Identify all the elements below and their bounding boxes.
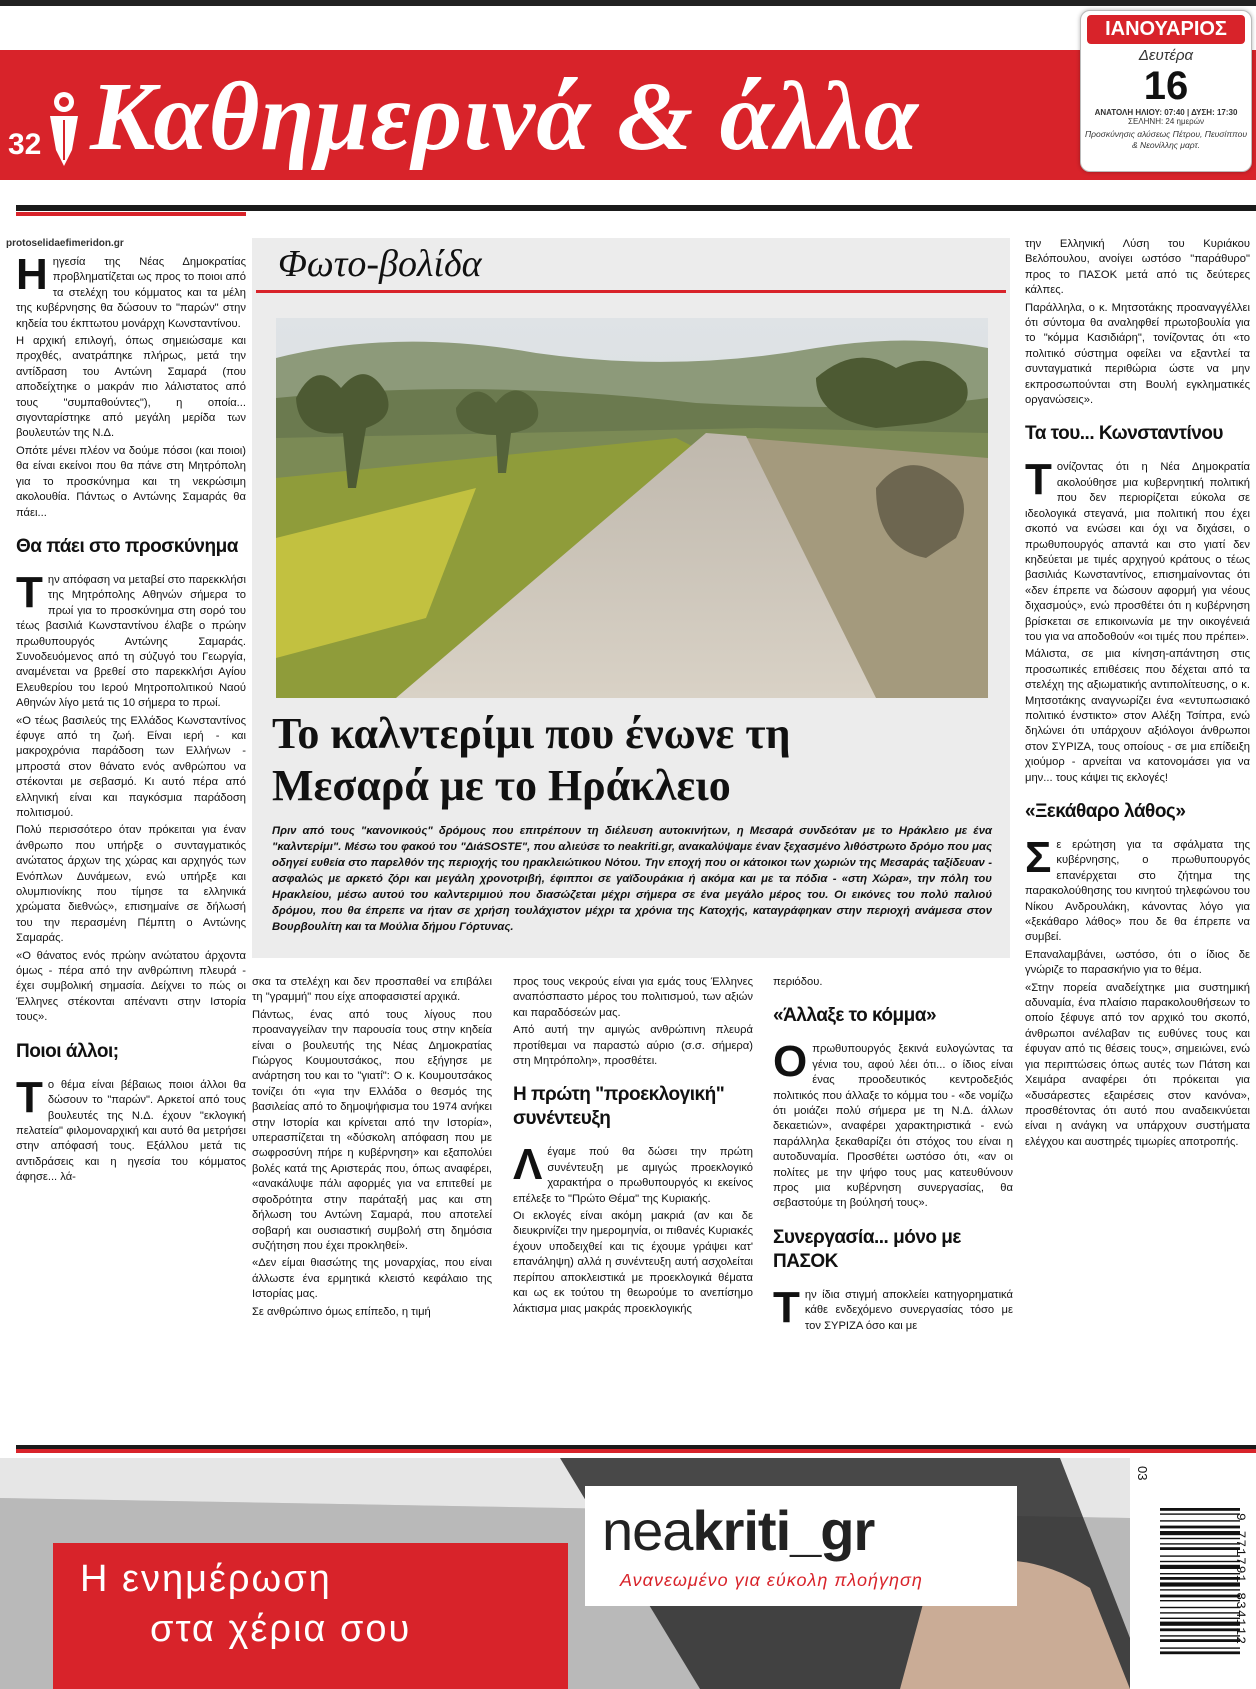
- feature-headline: [272, 708, 992, 812]
- barcode-bar: [1160, 1526, 1240, 1529]
- column-5: [1025, 237, 1250, 1152]
- subheading: Ποιοι άλλοι;: [16, 1040, 119, 1062]
- column-4: [773, 975, 1013, 1336]
- barcode-bar: [1160, 1589, 1240, 1590]
- paragraph: [1025, 455, 1250, 645]
- logo-part-gr: _gr: [790, 1499, 875, 1562]
- paragraph-text: ε ερώτηση για τα σφάλματα της κυβέρνησης, ο πρωθυπουργός επανέρχεται στο ζήτημα της παρακολούθησης του κινητού τηλεφώνου του Νίκου Ανδρουλάκη, κάνοντας λόγο για «ξεκάθαρο λάθος» που δε θα έπρεπε να συμβεί.: [1025, 839, 1250, 944]
- paragraph: Οπότε μένει πλέον να δούμε πόσοι (και ποιοι) θα είναι εκείνοι που θα πάνε στη Μητρόπολη για το προσκύνημα και τη νεκρώσιμη ακολουθία. Πάντως ο Αντώνης Σαμαράς θα πάει...: [16, 444, 246, 519]
- paragraph: Μάλιστα, σε μια κίνηση-απάντηση στις προσωπικές επιθέσεις που δέχεται από τα στελέχη της αξιωματικής αντιπολίτευσης, ο κ. Μητσοτάκης αναγνωρίζει ένα «εντυπωσιακό πολιτικό ένστικτο» στον Αλέξη Τσίπρα, ενώ δηλώνει ότι υπάρχουν αξιόλογοι άνθρωποι στον ΣΥΡΙΖΑ, τους οποίους - σε μια επίδειξη χιούμορ - αρνείται να κατονομάσει για να μην... τους κάψει τις εκλογές!: [1025, 648, 1250, 784]
- drop-cap: Λ: [513, 1140, 543, 1190]
- barcode-bar: [1160, 1600, 1240, 1601]
- barcode-bar: [1160, 1647, 1240, 1648]
- logo-part-kriti: kriti: [692, 1499, 791, 1562]
- paragraph: την Ελληνική Λύση του Κυριάκου Βελόπουλου, ανοίγει ωστόσο "παράθυρο" προς το ΠΑΣΟΚ μετά από τις δεύτερες κάλπες.: [1025, 238, 1250, 297]
- photo-feature-box: [252, 238, 1010, 958]
- paragraph-text: ηγεσία της Νέας Δημοκρατίας προβληματίζεται ως προς το ποιοι από τα στελέχη του κόμματος και τα μέλη της κυβέρνησης θα δώσουν το "παρών" στην κηδεία του έκπτωτου μονάρχη Κωνσταντίνου.: [16, 256, 246, 330]
- barcode-bar: [1160, 1538, 1240, 1539]
- subheading: «Ξεκάθαρο λάθος»: [1025, 801, 1186, 822]
- subheading: «Άλλαξε το κόμμα»: [773, 1005, 937, 1027]
- column-1: [16, 250, 246, 1188]
- paragraph: [16, 250, 246, 332]
- watermark: protoselidaefimeridon.gr: [6, 238, 124, 249]
- date-weekday: Δευτέρα: [1138, 47, 1194, 64]
- page-number: 32: [8, 128, 42, 161]
- barcode-bar: [1160, 1543, 1240, 1544]
- subheading: Θα πάει στο προσκύνημα: [16, 535, 238, 557]
- paragraph: σκα τα στελέχη και δεν προσπαθεί να επιβάλει τη "γραμμή" που είχε αποφασιστεί αρχικά.: [252, 976, 492, 1004]
- barcode-bar: [1160, 1561, 1240, 1562]
- saints-of-day: Προσκύνησις αλύσεως Πέτρου, Πευσίππου & Νεονίλλης μαρτ.: [1084, 129, 1247, 151]
- feature-label: Φωτο-βολίδα: [278, 243, 482, 285]
- date-month: ΙΑΝΟΥΑΡΙΟΣ: [1087, 15, 1245, 44]
- paragraph: [773, 1037, 1013, 1211]
- barcode-bar: [1160, 1612, 1240, 1613]
- sun-times: ΑΝΑΤΟΛΗ ΗΛΙΟΥ: 07:40 | ΔΥΣΗ: 17:30: [1094, 108, 1238, 117]
- top-rule: [0, 0, 1256, 6]
- drop-cap: Η: [16, 250, 48, 299]
- barcode-issue: 03: [1135, 1466, 1150, 1481]
- barcode-bar: [1160, 1622, 1240, 1626]
- barcode-bar: [1160, 1628, 1240, 1631]
- paragraph: Παράλληλα, ο κ. Μητσοτάκης προαναγγέλλει ότι σύντομα θα αναληφθεί πρωτοβουλία για το "κόμμα Κασιδιάρη", τονίζοντας ότι «το πολιτικό σύστημα οφείλει να εξαντλεί τα συνταγματικά περιθώρια ώστε να μην εκπροσωπούνται στη Βουλή εγκληματικές οργανώσεις».: [1025, 301, 1250, 407]
- barcode-bar: [1160, 1577, 1240, 1580]
- masthead-title: Καθημερινά & άλλα: [90, 63, 919, 171]
- barcode-bar: [1160, 1595, 1240, 1598]
- paragraph: «Δεν είμαι θιασώτης της μοναρχίας, που είναι άλλωστε ένα ερμητικά κλειστό κεφάλαιο της Ιστορίας μας.: [252, 1257, 492, 1301]
- paragraph: «Ο τέως βασιλεύς της Ελλάδος Κωνσταντίνος έφυγε από τη ζωή. Είναι ιερή - και μακροχρόνια παράδοση των Ελλήνων - μπροστά στον θάνατο ενός ανθρώπου να στέκονται με σεβασμό. Κι αυτό πέρα από ελληνική είναι και παγκόσμια παράδοση πολιτισμού.: [16, 714, 246, 819]
- paragraph: Από αυτή την αμιγώς ανθρώπινη πλευρά προτίθεμαι να παραστώ αύριο (σ.σ. σήμερα) στη Μητρόπολη», προσθέτει.: [513, 1024, 753, 1068]
- cobblestone-road-photo: [276, 318, 988, 698]
- barcode-bar: [1160, 1547, 1240, 1550]
- barcode-bar: [1160, 1520, 1240, 1521]
- barcode-digits: 9 771791 834112: [1233, 1513, 1248, 1646]
- ad-slogan-line-1: Η ενημέρωση: [80, 1558, 332, 1600]
- neakriti-advertisement: [0, 1458, 1256, 1689]
- barcode-bar: [1160, 1651, 1240, 1654]
- date-box: [1080, 10, 1252, 172]
- neakriti-logo: [602, 1498, 874, 1563]
- section-rule: [16, 205, 1256, 211]
- pen-logo-icon: [44, 90, 84, 170]
- subheading: Η πρώτη "προεκλογική" συνέντευξη: [513, 1084, 725, 1130]
- paragraph: «Στην πορεία αναδείχτηκε μια συστημική αδυναμία, ένα πλαίσιο παρακολουθήσεων το οποίο ξέφυγε από τον αρχικό του σκοπό, άνθρωποι ανέλαβαν τις ευθύνες τους και έφυγαν από τις θέσεις τους», σημειώνει, ενώ για περιπτώσεις όπως αυτές των Πάτση και Χειμάρα αναφέρει ότι πρόκειται για «δυσάρεστες εξαιρέσεις στον κανόνα», προσθέτοντας ότι αυτό που αναδεικνύεται είναι η ανάγκη να υπάρχουν συστήματα ελέγχου και αυστηρές τιμωρίες αποτροπής.: [1025, 981, 1250, 1148]
- bottom-rule-accent: [16, 1449, 1256, 1453]
- section-rule-accent: [16, 212, 246, 216]
- paragraph: περιόδου.: [773, 976, 823, 988]
- subheading: Τα του... Κωνσταντίνου: [1025, 423, 1223, 445]
- drop-cap: Τ: [16, 1072, 43, 1122]
- paragraph-text: ο θέμα είναι βέβαιως ποιοι άλλοι θα δώσουν το "παρών". Αρκετοί από τους βουλευτές της Ν.Δ. έχουν "εκλογική πελατεία" φιλομοναρχική και αυτό θα μετρήσει στην απόφασή τους. Εξάλλου μετά τις αντιδράσεις και η ηγεσία του κόμματος άφησε... λά-: [16, 1078, 246, 1184]
- paragraph: Πάντως, ένας από τους λίγους που προαναγγείλαν την παρουσία τους στην κηδεία είναι ο βουλευτής της Νέας Δημοκρατίας Γιώργος Κουμουτσάκος, που εξήγησε με ανάρτηση του και το "γιατί": Ο κ. Κουμουτσάκος τονίζει ότι «για την Ελλάδα ο θεσμός της βασιλείας από το δημοψήφισμα του 1974 ανήκει στην Ιστορία και κρίνεται από την Ιστορία», υπερασπίζεται τη «δύσκολη απόφαση που με σωφροσύνη πήρε η κυβέρνηση» και εξαπολύει βολές κατά της Αριστεράς που, όπως αναφέρει, «ανακάλυψε πάλι αφορμές για να επιτεθεί με σφοδρότητα στην παράταξή μας και στη δήλωση του Αντώνη Σαμαρά, που αποτελεί σοβαρή και ουσιαστική συμβολή στη δημόσια συζήτηση που έχει προκληθεί».: [252, 1008, 492, 1252]
- headline-line-1: Το καλντερίμι που ένωνε τη: [272, 709, 791, 758]
- feature-lead: Πριν από τους "κανονικούς" δρόμους που επιτρέπουν τη διέλευση αυτοκινήτων, η Μεσαρά συνδεόταν με το Ηράκλειο με ένα "καλντερίμι". Μέσω του φακού του "ΔιάSOSTE", που αλιεύσε το neakriti.gr, ανακαλύψαμε έναν ξεχασμένο λιθόστρωτο δρόμο που μας οδηγεί ευθεία στο παρελθόν της περιοχής του ηρακλειώτικου Νότου. Την εποχή που οι κάτοικοι των χωριών της Μεσαράς ταξίδευαν - ασφαλώς με αρκετό ζόρι και μεγάλη χρονοτριβή, έφιπποι σε γαϊδουράκια ή ακόμα και με τα πόδια - «στη Χώρα», την πόλη του Ηρακλείου, μέσω αυτού του καλντεριμιού που διασώζεται μέχρι σήμερα σε ένα μεγάλο μέρος του. Οι εικόνες του πολύ παλιού δρόμου, που θα έπρεπε να ήταν σε χρήση τουλάχιστον μέχρι τα χρόνια της Κατοχής, καταγράφηκαν στην περιοχή ανάμεσα στον Βουρβουλίτη και τα Μούλια δήμου Γόρτυνας.: [272, 825, 992, 933]
- paragraph-text: ην ίδια στιγμή αποκλείει κατηγορηματικά κάθε ενδεχόμενο συνεργασίας τόσο με τον ΣΥΡΙΖΑ όσο και με: [804, 1288, 1013, 1332]
- paragraph: [16, 1072, 246, 1186]
- paragraph: Επαναλαμβάνει, ωστόσο, ότι ο ίδιος δε γνώριζε το παρασκήνιο για το θέμα.: [1025, 948, 1250, 977]
- barcode-bar: [1160, 1618, 1240, 1619]
- barcode-bar: [1160, 1582, 1240, 1586]
- drop-cap: Τ: [16, 567, 43, 617]
- subheading: Συνεργασία... μόνο με ΠΑΣΟΚ: [773, 1226, 961, 1272]
- paragraph: Σε ανθρώπινο όμως επίπεδο, η τιμή: [252, 1305, 431, 1318]
- drop-cap: Τ: [1025, 455, 1052, 505]
- paragraph: Οι εκλογές είναι ακόμη μακριά (αν και δε διευκρινίζει την ημερομηνία, οι πιθανές Κυριακές έχουν υποδειχθεί και τις έχουμε γράψει κατ' επανάληψη) αλλά η συνέντευξη αυτή ασχολείται περίπου αποκλειστικά με προεκλογικά θέματα και ως εκ τούτου τη θεωρούμε το ανεπίσημο λάκτισμα μιας μακράς προεκλογικής: [513, 1210, 753, 1315]
- barcode-bar: [1160, 1565, 1240, 1569]
- paragraph: [513, 1140, 753, 1207]
- barcode: [1130, 1458, 1256, 1689]
- paragraph: «Ο θάνατος ενός πρώην ανώτατου άρχοντα όμως - πέρα από την ανθρώπινη πλευρά - έχει συμβολική σημασία. Δείχνει το πώς οι Έλληνες στέκονται απέναντι στην Ιστορία τους».: [16, 949, 246, 1024]
- barcode-bar: [1160, 1635, 1240, 1636]
- feature-rule: [256, 290, 1006, 293]
- paragraph-text: έγαμε πού θα δώσει την πρώτη συνέντευξη με αμιγώς προεκλογικό χαρακτήρα ο πρωθυπουργός κι εκείνος επέλεξε το "Πρώτο Θέμα" της Κυριακής.: [513, 1146, 753, 1205]
- paragraph-text: ονίζοντας ότι η Νέα Δημοκρατία ακολούθησε μια κυβερνητική πολιτική που δεν περιορίζεται εύκολα σε ιδεολογικά στεγανά, μια πολιτική που έχει σκοπό να ενώσει και όχι να διχάσει, ο πρωθυπουργός απαντά και στο γιατί δεν κηδεύεται με τιμές αρχηγού κράτους ο τέως βασιλιάς Κωνσταντίνος, επισημαίνοντας ότι «δεν έπρεπε να δώσουν αφορμή για νέους διχασμούς», ενώ προσθέτει ότι η κυβέρνηση βρίσκεται σε επικοινωνία με την οικογένειά του για να αποδοθούν «οι τιμές που πρέπει».: [1025, 461, 1250, 643]
- paragraph: προς τους νεκρούς είναι για εμάς τους Έλληνες αναπόσπαστο μέρος του πολιτισμού, των αξιών και παραδόσεών μας.: [513, 976, 753, 1019]
- barcode-bar: [1160, 1531, 1240, 1535]
- barcode-bar: [1160, 1573, 1240, 1574]
- paragraph-text: πρωθυπουργός ξεκινά ευλογώντας τα γένια του, αφού λέει ότι... ο ίδιος είναι ένας προοδευτικός κεντροδεξιός πολιτικός που άλλαξε το κόμμα του - «δε νομίζω ότι μοιάζει πολύ σήμερα με τη Ν.Δ. άλλων δεκαετιών», αναφέρει χαρακτηριστικά - ενώ παράλληλα ξεκαθαρίζει ότι στόχος του είναι η αυτοδυναμία. Προσθέτει ωστόσο ότι, «αν οι πολίτες με την ψήφο τους μας κατευθύνουν προς μια κυβέρνηση συνεργασίας, θα σεβαστούμε τη βούλησή τους».: [773, 1043, 1013, 1210]
- column-3: [513, 975, 753, 1319]
- barcode-bar: [1160, 1639, 1240, 1642]
- barcode-bar: [1160, 1513, 1240, 1514]
- paragraph: [773, 1282, 1013, 1334]
- barcode-bar: [1160, 1555, 1240, 1556]
- paragraph: [1025, 833, 1250, 946]
- ad-slogan-line-2: στα χέρια σου: [150, 1608, 412, 1650]
- drop-cap: Σ: [1025, 833, 1052, 882]
- drop-cap: Ο: [773, 1037, 808, 1087]
- paragraph: [16, 567, 246, 712]
- paragraph-text: ην απόφαση να μεταβεί στο παρεκκλήσι της Μητρόπολης Αθηνών σήμερα το πρωί για το προσκύνημα στη σορό του τέως βασιλιά Κωνσταντίνου έλαβε ο πρώην πρωθυπουργός Αντώνης Σαμαράς. Συνοδευόμενος από τη σύζυγό του Γεωργία, αναμένεται να βρεθεί στο παρεκκλήσι Αγίου Ελευθερίου του Ιερού Μητροπολιτικού Ναού Αθηνών λίγο μετά τις 10 σήμερα το πρωί.: [16, 573, 246, 710]
- barcode-bar: [1160, 1508, 1240, 1511]
- column-2: [252, 975, 492, 1322]
- barcode-bar: [1160, 1607, 1240, 1608]
- logo-part-nea: nea: [602, 1499, 693, 1562]
- headline-line-2: Μεσαρά με το Ηράκλειο: [272, 761, 731, 810]
- ad-tagline: Ανανεωμένο για εύκολη πλοήγηση: [620, 1570, 923, 1590]
- paragraph: Πολύ περισσότερο όταν πρόκειται για έναν άνθρωπο που υπήρξε ο συνταγματικός ανώτατος άρχων της χώρας και αρχηγός των Ενόπλων Δυνάμεων, ενώ υπήρξε και ολυμπιονίκης που τίμησε τα ελληνικά χρώματα διεθνώς», επισημαίνε σε δήλωσή του την περασμένη Πέμπτη ο Αντώνης Σαμαράς.: [16, 824, 246, 945]
- moon-age: ΣΕΛΗΝΗ: 24 ημερών: [1128, 117, 1204, 126]
- date-day: 16: [1143, 64, 1189, 108]
- drop-cap: Τ: [773, 1282, 800, 1332]
- paragraph: Η αρχική επιλογή, όπως σημειώσαμε και προχθές, ανατράπηκε πλήρως, μετά την αντίδραση του Αντώνη Σαμαρά (που αποδείχτηκε ο μακράν πιο λάλιστατος από τους "συμπαθούντες"), η οποία... σιγονταρίστηκε από μεγάλη μερίδα των βουλευτών της Ν.Δ.: [16, 335, 246, 440]
